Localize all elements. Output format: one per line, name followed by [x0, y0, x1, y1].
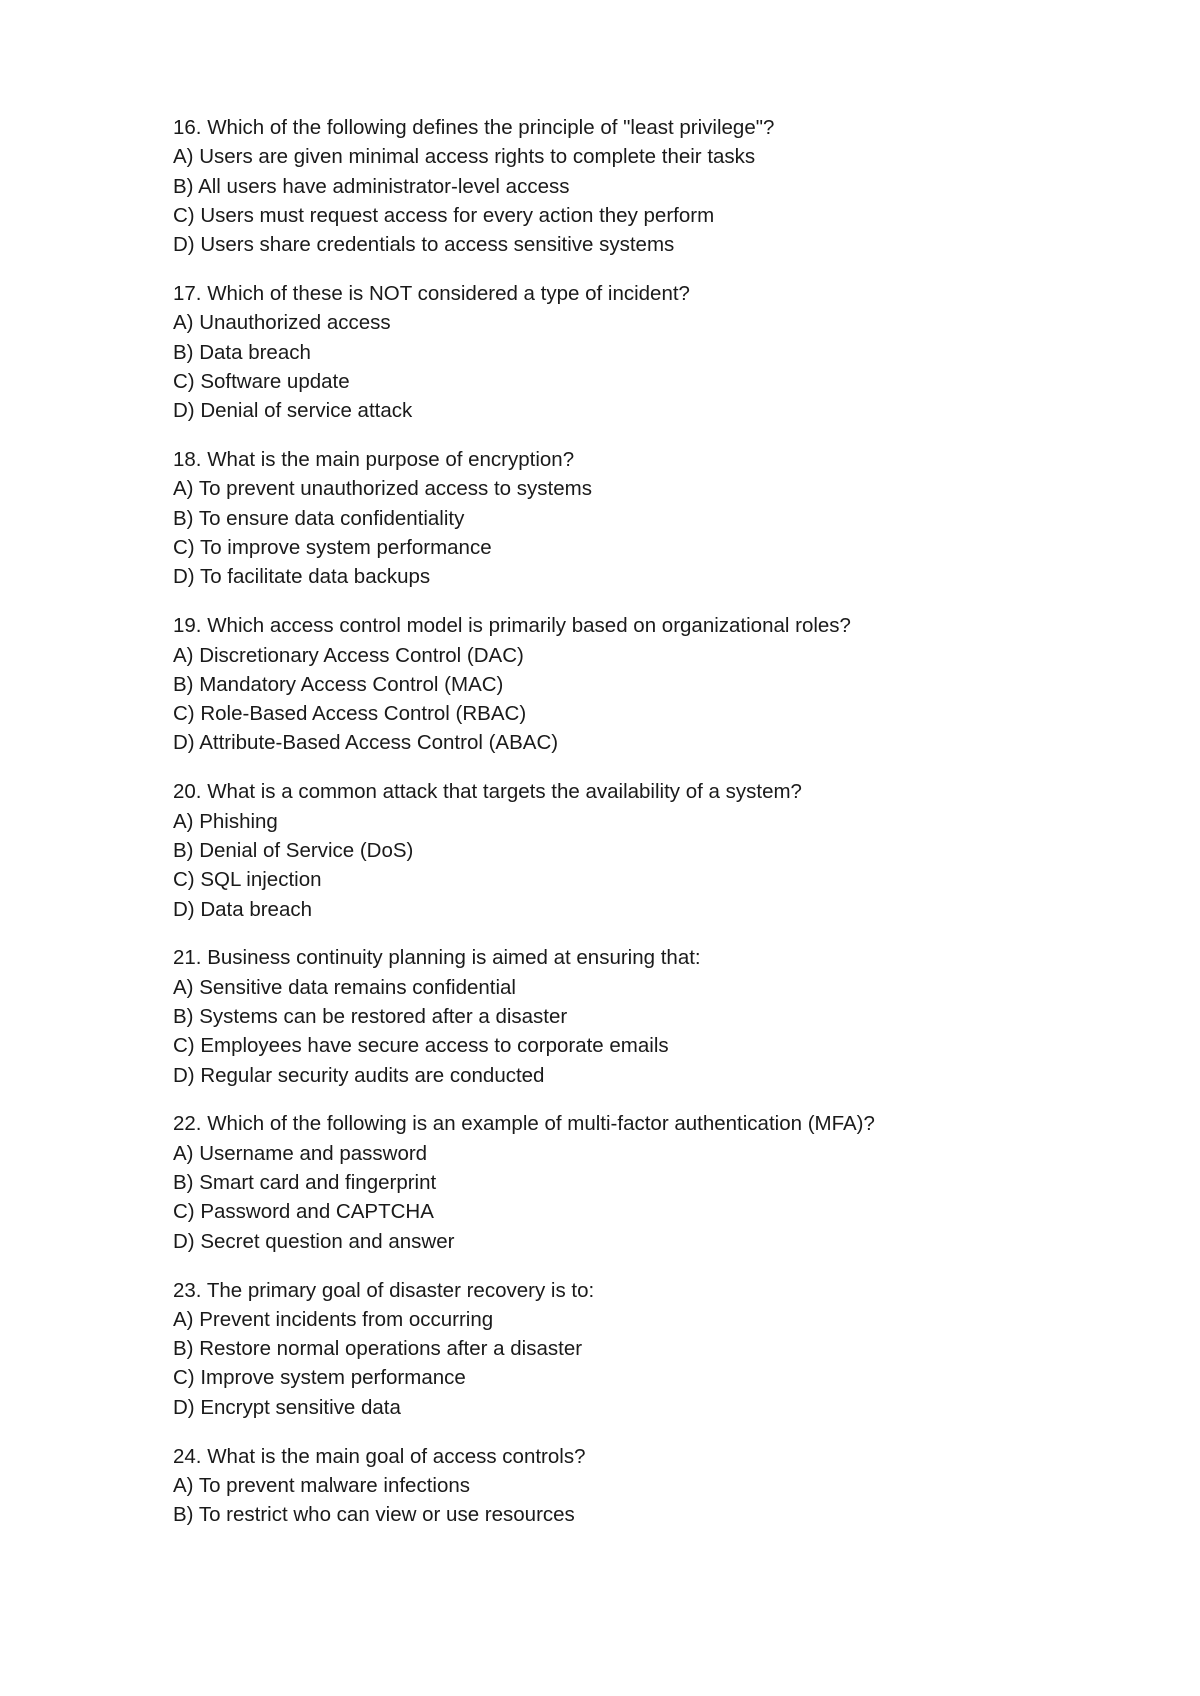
question-block [173, 113, 1153, 259]
question-text: 19. Which access control model is primarily based on organizational roles? [173, 614, 851, 638]
answer-option: C) Password and CAPTCHA [173, 1200, 434, 1224]
answer-option: C) Employees have secure access to corporate emails [173, 1034, 669, 1058]
answer-option: B) Denial of Service (DoS) [173, 838, 414, 862]
answer-option: B) Restore normal operations after a disaster [173, 1337, 583, 1361]
question-block [173, 279, 1153, 425]
answer-option: D) Encrypt sensitive data [173, 1395, 401, 1419]
question-text: 16. Which of the following defines the principle of "least privilege"? [173, 116, 775, 139]
answer-option: B) Smart card and fingerprint [173, 1171, 437, 1195]
question-text: 23. The primary goal of disaster recovery is to: [173, 1278, 595, 1302]
answer-option: A) To prevent malware infections [173, 1473, 471, 1497]
answer-option: C) Software update [173, 369, 350, 393]
answer-option: B) Systems can be restored after a disaster [173, 1004, 568, 1028]
question-block [173, 1442, 1153, 1530]
answer-option: A) Discretionary Access Control (DAC) [173, 643, 524, 667]
answer-option: D) Attribute-Based Access Control (ABAC) [173, 731, 559, 755]
answer-option: A) Username and password [173, 1141, 428, 1165]
answer-option: A) Users are given minimal access rights to complete their tasks [173, 145, 756, 169]
question-text: 20. What is a common attack that targets the availability of a system? [173, 780, 802, 804]
answer-option: C) To improve system performance [173, 536, 492, 560]
answer-option: C) Users must request access for every action they perform [173, 203, 715, 227]
answer-option: D) Regular security audits are conducted [173, 1063, 545, 1087]
answer-option: D) Users share credentials to access sensitive systems [173, 233, 675, 257]
question-text: 24. What is the main goal of access controls? [173, 1444, 586, 1468]
answer-option: B) Data breach [173, 340, 311, 364]
answer-option: D) Data breach [173, 897, 313, 921]
answer-option: C) Improve system performance [173, 1366, 466, 1390]
answer-option: B) All users have administrator-level access [173, 174, 570, 198]
answer-option: C) Role-Based Access Control (RBAC) [173, 702, 527, 726]
answer-option: A) Prevent incidents from occurring [173, 1307, 494, 1331]
question-text: 22. Which of the following is an example of multi-factor authentication (MFA)? [173, 1112, 875, 1136]
question-block [173, 1109, 1153, 1255]
answer-option: A) Sensitive data remains confidential [173, 975, 516, 999]
question-block [173, 611, 1153, 757]
answer-option: A) Phishing [173, 809, 278, 833]
question-block [173, 777, 1153, 923]
answer-option: A) Unauthorized access [173, 311, 391, 335]
answer-option: D) Denial of service attack [173, 399, 413, 423]
question-text: 21. Business continuity planning is aimed at ensuring that: [173, 946, 701, 970]
answer-option: D) To facilitate data backups [173, 565, 431, 589]
answer-option: A) To prevent unauthorized access to systems [173, 477, 592, 501]
question-block [173, 445, 1153, 591]
question-list [173, 113, 1153, 1549]
question-block [173, 943, 1153, 1089]
answer-option: B) To ensure data confidentiality [173, 506, 465, 530]
question-text: 18. What is the main purpose of encryption? [173, 448, 575, 472]
question-text: 17. Which of these is NOT considered a type of incident? [173, 282, 690, 306]
question-block [173, 1276, 1153, 1422]
answer-option: C) SQL injection [173, 868, 322, 892]
answer-option: B) To restrict who can view or use resources [173, 1503, 575, 1527]
answer-option: B) Mandatory Access Control (MAC) [173, 672, 504, 696]
answer-option: D) Secret question and answer [173, 1229, 455, 1253]
